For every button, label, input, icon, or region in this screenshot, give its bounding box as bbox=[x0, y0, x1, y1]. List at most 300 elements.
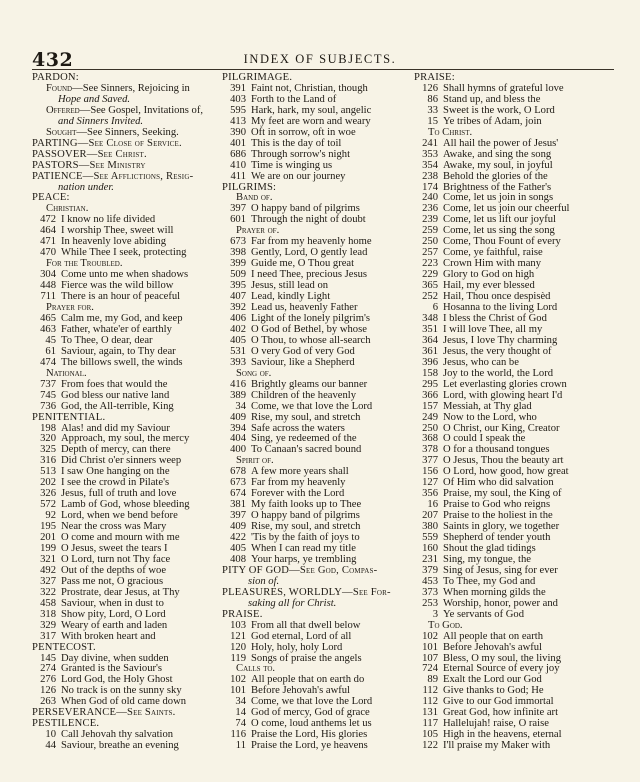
first-line: Come, let us lift our joyful bbox=[443, 214, 556, 226]
hymn-number: 470 bbox=[40, 247, 56, 259]
subject-heading: PERSEVERANCE—See Saints. bbox=[32, 707, 176, 719]
first-line: Rise, my soul, and stretch bbox=[251, 521, 361, 533]
hymn-number: 33 bbox=[427, 104, 438, 116]
hymn-number: 259 bbox=[422, 225, 438, 237]
index-column-3 bbox=[414, 73, 614, 752]
first-line: When morning gilds the bbox=[443, 586, 546, 598]
first-line: I need Thee, precious Jesus bbox=[251, 269, 368, 281]
subject-subheading: National. bbox=[46, 367, 87, 379]
first-line: Far from my heavenly bbox=[251, 477, 346, 489]
first-line: O Thou, to whose all-search bbox=[251, 334, 371, 346]
first-line: Oft in sorrow, oft in woe bbox=[251, 126, 356, 138]
hymn-number: 736 bbox=[40, 400, 56, 412]
first-line: Come unto me when shadows bbox=[61, 269, 189, 281]
hymn-number: 366 bbox=[422, 389, 438, 401]
hymn-number: 422 bbox=[230, 532, 246, 544]
hymn-number: 390 bbox=[230, 126, 246, 138]
first-line: O Lord, how good, how great bbox=[443, 466, 569, 478]
subject-heading: PARTING—See Close of Service. bbox=[32, 137, 182, 149]
first-line: A few more years shall bbox=[251, 466, 349, 478]
first-line: Saints in glory, we together bbox=[443, 521, 560, 533]
first-line: God eternal, Lord of all bbox=[251, 630, 352, 642]
hymn-number: 413 bbox=[230, 115, 246, 127]
hymn-number: 410 bbox=[230, 159, 246, 171]
hymn-number: 397 bbox=[230, 203, 246, 215]
first-line: Come, let us join our cheerful bbox=[443, 203, 570, 215]
first-line: In heavenly love abiding bbox=[61, 236, 167, 248]
first-line: Bless, O my soul, the living bbox=[443, 652, 562, 664]
hymn-number: 250 bbox=[422, 236, 438, 248]
hymn-number: 202 bbox=[40, 477, 56, 489]
hymn-number: 86 bbox=[427, 93, 438, 105]
hymn-number: 471 bbox=[40, 236, 56, 248]
hymn-number: 378 bbox=[422, 444, 438, 456]
hymn-number: 397 bbox=[230, 510, 246, 522]
hymn-number: 322 bbox=[40, 586, 56, 598]
first-line: Show pity, Lord, O Lord bbox=[61, 608, 166, 620]
first-line: Forth to the Land of bbox=[251, 93, 337, 105]
first-line: O for a thousand tongues bbox=[443, 444, 550, 456]
first-line: To Thee, my God and bbox=[443, 575, 536, 587]
hymn-number: 448 bbox=[40, 280, 56, 292]
first-line: Great God, how infinite art bbox=[443, 707, 559, 719]
first-line: My feet are worn and weary bbox=[251, 115, 371, 127]
continuation-line: nation under. bbox=[58, 181, 114, 193]
hymn-number: 411 bbox=[230, 170, 246, 182]
hymn-number: 207 bbox=[422, 510, 438, 522]
index-entry bbox=[414, 610, 614, 621]
first-line: Saviour, breathe an evening bbox=[61, 740, 179, 752]
subject-heading: PASTORS—See Ministry bbox=[32, 159, 146, 171]
first-line: Awake, my soul, in joyful bbox=[443, 159, 553, 171]
reference-text: —See Sinners, Seeking. bbox=[76, 126, 179, 138]
hymn-number: 405 bbox=[230, 542, 246, 554]
index-entry bbox=[32, 402, 222, 413]
hymn-number: 404 bbox=[230, 433, 246, 445]
first-line: O very God of very God bbox=[251, 345, 355, 357]
hymn-number: 11 bbox=[235, 740, 246, 752]
first-line: Your harps, ye trembling bbox=[251, 553, 357, 565]
first-line: Rise, my soul, and stretch bbox=[251, 411, 361, 423]
hymn-number: 389 bbox=[230, 389, 246, 401]
page-title: INDEX OF SUBJECTS. bbox=[243, 52, 397, 66]
hymn-number: 199 bbox=[40, 542, 56, 554]
hymn-number: 44 bbox=[45, 740, 56, 752]
first-line: Of Him who did salvation bbox=[443, 477, 554, 489]
first-line: Hosanna to the living Lord bbox=[443, 302, 558, 314]
first-line: Before Jehovah's awful bbox=[443, 641, 542, 653]
continuation-line: saking all for Christ. bbox=[248, 597, 337, 609]
hymn-number: 321 bbox=[40, 553, 56, 565]
hymn-number: 407 bbox=[230, 291, 246, 303]
hymn-number: 238 bbox=[422, 170, 438, 182]
first-line: Approach, my soul, the mercy bbox=[61, 433, 190, 445]
first-line: Jesus, who can be bbox=[443, 356, 519, 368]
first-line: Lead, kindly Light bbox=[251, 291, 331, 303]
first-line: O God of Bethel, by whose bbox=[251, 323, 367, 335]
reference-label: Sought bbox=[46, 126, 77, 138]
reference-label: Offered bbox=[46, 104, 80, 116]
hymn-number: 401 bbox=[230, 137, 246, 149]
first-line: With broken heart and bbox=[61, 630, 156, 642]
hymn-number: 396 bbox=[422, 356, 438, 368]
first-line: Crown Him with many bbox=[443, 258, 541, 270]
first-line: Come, let us sing the song bbox=[443, 225, 555, 237]
first-line: Come, we that love the Lord bbox=[251, 400, 373, 412]
hymn-number: 492 bbox=[40, 564, 56, 576]
hymn-number: 112 bbox=[422, 685, 438, 697]
subject-heading: PASSOVER—See Christ. bbox=[32, 148, 147, 160]
hymn-number: 724 bbox=[422, 663, 438, 675]
hymn-number: 673 bbox=[230, 477, 246, 489]
first-line: Saviour, like a Shepherd bbox=[251, 356, 355, 368]
continuation-line: Hope and Saved. bbox=[58, 93, 131, 105]
hymn-number: 316 bbox=[40, 455, 56, 467]
first-line: O could I speak the bbox=[443, 433, 526, 445]
hymn-number: 416 bbox=[230, 378, 246, 390]
hymn-number: 379 bbox=[422, 564, 438, 576]
subject-subheading: Band of. bbox=[236, 192, 273, 204]
subject-heading: PITY OF GOD—See God, Compas- bbox=[222, 564, 378, 576]
hymn-number: 406 bbox=[230, 312, 246, 324]
hymn-number: 453 bbox=[422, 575, 438, 587]
hymn-number: 400 bbox=[230, 444, 246, 456]
first-line: Give to our God immortal bbox=[443, 696, 554, 708]
hymn-number: 101 bbox=[230, 685, 246, 697]
first-line: O happy band of pilgrims bbox=[251, 510, 360, 522]
hymn-number: 745 bbox=[40, 389, 56, 401]
first-line: Worship, honor, power and bbox=[443, 597, 558, 609]
hymn-number: 117 bbox=[422, 718, 438, 730]
reference-text: —See Gospel, Invitations of, bbox=[79, 104, 204, 116]
hymn-number: 276 bbox=[40, 674, 56, 686]
hymn-number: 673 bbox=[230, 236, 246, 248]
first-line: Behold the glories of the bbox=[443, 170, 548, 182]
hymn-number: 402 bbox=[230, 323, 246, 335]
hymn-number: 102 bbox=[230, 674, 246, 686]
hymn-number: 101 bbox=[422, 641, 438, 653]
first-line: Ye servants of God bbox=[443, 608, 525, 620]
hymn-number: 509 bbox=[230, 269, 246, 281]
first-line: Sing of Jesus, sing for ever bbox=[443, 564, 558, 576]
hymn-number: 320 bbox=[40, 433, 56, 445]
index-entry bbox=[32, 741, 222, 752]
hymn-number: 157 bbox=[422, 400, 438, 412]
subject-subheading: Prayer for. bbox=[46, 302, 94, 314]
first-line: Day divine, when sudden bbox=[61, 652, 169, 664]
hymn-number: 116 bbox=[230, 729, 246, 741]
first-line: Saviour, when in dust to bbox=[61, 597, 164, 609]
hymn-number: 326 bbox=[40, 488, 56, 500]
subject-heading: PILGRIMAGE. bbox=[222, 72, 293, 83]
hymn-number: 531 bbox=[230, 345, 246, 357]
hymn-number: 686 bbox=[230, 148, 246, 160]
first-line: I'll praise my Maker with bbox=[443, 740, 551, 752]
first-line: When I can read my title bbox=[251, 542, 357, 554]
first-line: Holy, holy, holy Lord bbox=[251, 641, 343, 653]
hymn-number: 257 bbox=[422, 247, 438, 259]
hymn-number: 92 bbox=[45, 510, 56, 522]
index-entry bbox=[222, 172, 414, 183]
first-line: Shout the glad tidings bbox=[443, 542, 536, 554]
hymn-number: 156 bbox=[422, 466, 438, 478]
hymn-number: 127 bbox=[422, 477, 438, 489]
subject-heading: PENITENTIAL. bbox=[32, 411, 106, 423]
first-line: Come, we that love the Lord bbox=[251, 696, 373, 708]
first-line: Lamb of God, whose bleeding bbox=[61, 499, 190, 511]
hymn-number: 381 bbox=[230, 499, 246, 511]
subject-subheading: Spirit of. bbox=[236, 455, 274, 467]
index-entry bbox=[222, 741, 414, 752]
subject-heading: PESTILENCE. bbox=[32, 718, 100, 730]
first-line: Lead us, heavenly Father bbox=[251, 302, 358, 314]
subject-heading: PEACE: bbox=[32, 192, 70, 204]
hymn-number: 354 bbox=[422, 159, 438, 171]
hymn-number: 15 bbox=[427, 115, 438, 127]
first-line: 'Tis by the faith of joys to bbox=[251, 532, 360, 544]
hymn-number: 465 bbox=[40, 312, 56, 324]
first-line: O Lord, turn not Thy face bbox=[61, 553, 171, 565]
hymn-number: 394 bbox=[230, 422, 246, 434]
hymn-number: 102 bbox=[422, 630, 438, 642]
hymn-number: 145 bbox=[40, 652, 56, 664]
first-line: O happy band of pilgrims bbox=[251, 203, 360, 215]
first-line: Shepherd of tender youth bbox=[443, 532, 551, 544]
hymn-number: 711 bbox=[40, 291, 56, 303]
hymn-number: 274 bbox=[40, 663, 56, 675]
first-line: Brightly gleams our banner bbox=[251, 378, 368, 390]
first-line: Eternal Source of every joy bbox=[443, 663, 560, 675]
hymn-number: 103 bbox=[230, 619, 246, 631]
first-line: Hark, hark, my soul, angelic bbox=[251, 104, 372, 116]
hymn-number: 16 bbox=[427, 499, 438, 511]
hymn-number: 45 bbox=[45, 334, 56, 346]
first-line: Through the night of doubt bbox=[251, 214, 366, 226]
hymn-number: 595 bbox=[230, 104, 246, 116]
reference-text: —See Sinners, Rejoicing in bbox=[72, 82, 190, 94]
first-line: Praise, my soul, the King of bbox=[443, 488, 562, 500]
hymn-number: 353 bbox=[422, 148, 438, 160]
index-column-1 bbox=[32, 73, 222, 752]
first-line: We are on our journey bbox=[251, 170, 346, 182]
first-line: To Thee, O dear, dear bbox=[61, 334, 153, 346]
first-line: Praise to God who reigns bbox=[443, 499, 551, 511]
first-line: I will love Thee, all my bbox=[443, 323, 543, 335]
first-line: Children of the heavenly bbox=[251, 389, 357, 401]
subject-heading: PILGRIMS: bbox=[222, 181, 277, 193]
hymn-number: 399 bbox=[230, 258, 246, 270]
hymn-number: 409 bbox=[230, 521, 246, 533]
first-line: Gently, Lord, O gently lead bbox=[251, 247, 368, 259]
first-line: From foes that would the bbox=[61, 378, 168, 390]
hymn-number: 195 bbox=[40, 521, 56, 533]
hymn-number: 405 bbox=[230, 334, 246, 346]
hymn-number: 317 bbox=[40, 630, 56, 642]
hymn-number: 122 bbox=[422, 740, 438, 752]
hymn-number: 601 bbox=[230, 214, 246, 226]
first-line: I know no life divided bbox=[61, 214, 156, 226]
hymn-number: 351 bbox=[422, 323, 438, 335]
first-line: Glory to God on high bbox=[443, 269, 535, 281]
hymn-number: 131 bbox=[422, 707, 438, 719]
first-line: Time is winging us bbox=[251, 159, 333, 171]
first-line: There is an hour of peaceful bbox=[61, 291, 181, 303]
hymn-number: 403 bbox=[230, 93, 246, 105]
first-line: Sing, my tongue, the bbox=[443, 553, 531, 565]
hymn-number: 250 bbox=[422, 422, 438, 434]
first-line: Praise the Lord, ye heavens bbox=[251, 740, 368, 752]
hymn-number: 263 bbox=[40, 696, 56, 708]
first-line: Prostrate, dear Jesus, at Thy bbox=[61, 586, 180, 598]
hymn-number: 559 bbox=[422, 532, 438, 544]
subject-subheading: Calls to. bbox=[236, 663, 276, 675]
hymn-number: 327 bbox=[40, 575, 56, 587]
hymn-number: 368 bbox=[422, 433, 438, 445]
first-line: I saw One hanging on the bbox=[61, 466, 170, 478]
hymn-number: 364 bbox=[422, 334, 438, 346]
subject-subheading: To God. bbox=[428, 619, 463, 631]
first-line: High in the heavens, eternal bbox=[443, 729, 562, 741]
first-line: Lord God, the Holy Ghost bbox=[61, 674, 173, 686]
first-line: Jesus, I love Thy charming bbox=[443, 334, 558, 346]
first-line: Stand up, and bless the bbox=[443, 93, 541, 105]
first-line: Ye tribes of Adam, join bbox=[443, 115, 542, 127]
first-line: My faith looks up to Thee bbox=[251, 499, 362, 511]
hymn-number: 10 bbox=[45, 729, 56, 741]
hymn-number: 158 bbox=[422, 367, 438, 379]
hymn-number: 34 bbox=[235, 400, 246, 412]
hymn-number: 458 bbox=[40, 597, 56, 609]
first-line: Jesus, full of truth and love bbox=[61, 488, 177, 500]
first-line: Messiah, at Thy glad bbox=[443, 400, 532, 412]
first-line: Faint not, Christian, though bbox=[251, 82, 368, 94]
first-line: To Canaan's sacred bound bbox=[251, 444, 362, 456]
first-line: Shall hymns of grateful love bbox=[443, 82, 564, 94]
first-line: Praise the Lord, His glories bbox=[251, 729, 368, 741]
subject-heading: PARDON: bbox=[32, 72, 79, 83]
hymn-number: 365 bbox=[422, 280, 438, 292]
first-line: Give thanks to God; He bbox=[443, 685, 544, 697]
first-line: Call Jehovah thy salvation bbox=[61, 729, 174, 741]
first-line: When God of old came down bbox=[61, 696, 187, 708]
hymn-number: 240 bbox=[422, 192, 438, 204]
hymn-number: 395 bbox=[230, 280, 246, 292]
first-line: Exalt the Lord our God bbox=[443, 674, 542, 686]
hymn-number: 61 bbox=[45, 345, 56, 357]
first-line: All people that on earth bbox=[443, 630, 544, 642]
first-line: Hail, my ever blessed bbox=[443, 280, 535, 292]
subject-subheading: Song of. bbox=[236, 367, 272, 379]
hymn-number: 253 bbox=[422, 597, 438, 609]
hymn-number: 34 bbox=[235, 696, 246, 708]
hymn-number: 674 bbox=[230, 488, 246, 500]
hymn-number: 249 bbox=[422, 411, 438, 423]
hymn-number: 392 bbox=[230, 302, 246, 314]
reference-label: Found bbox=[46, 82, 73, 94]
first-line: This is the day of toil bbox=[251, 137, 342, 149]
first-line: Sing, ye redeemed of the bbox=[251, 433, 357, 445]
hymn-number: 236 bbox=[422, 203, 438, 215]
first-line: I see the crowd in Pilate's bbox=[61, 477, 170, 489]
hymn-number: 89 bbox=[427, 674, 438, 686]
hymn-number: 472 bbox=[40, 214, 56, 226]
hymn-number: 391 bbox=[230, 82, 246, 94]
first-line: O come, loud anthems let us bbox=[251, 718, 372, 730]
hymn-number: 231 bbox=[422, 553, 438, 565]
hymn-number: 119 bbox=[230, 652, 246, 664]
page-number: 432 bbox=[32, 49, 74, 71]
hymn-number: 223 bbox=[422, 258, 438, 270]
hymn-number: 112 bbox=[422, 696, 438, 708]
first-line: Let everlasting glories crown bbox=[443, 378, 567, 390]
subject-heading: PRAISE. bbox=[222, 608, 263, 620]
first-line: Forever with the Lord bbox=[251, 488, 345, 500]
hymn-number: 329 bbox=[40, 619, 56, 631]
hymn-number: 464 bbox=[40, 225, 56, 237]
hymn-number: 241 bbox=[422, 137, 438, 149]
hymn-number: 252 bbox=[422, 291, 438, 303]
hymn-number: 6 bbox=[432, 302, 438, 314]
hymn-number: 74 bbox=[235, 718, 246, 730]
hymn-number: 463 bbox=[40, 323, 56, 335]
hymn-number: 348 bbox=[422, 312, 438, 324]
index-entry bbox=[414, 741, 614, 752]
first-line: Near the cross was Mary bbox=[61, 521, 167, 533]
first-line: Hail, Thou once despisèd bbox=[443, 291, 551, 303]
first-line: Out of the depths of woe bbox=[61, 564, 167, 576]
first-line: Brightness of the Father's bbox=[443, 181, 552, 193]
hymn-number: 120 bbox=[230, 641, 246, 653]
hymn-number: 174 bbox=[422, 181, 438, 193]
hymn-number: 377 bbox=[422, 455, 438, 467]
first-line: Light of the lonely pilgrim's bbox=[251, 312, 371, 324]
hymn-number: 3 bbox=[432, 608, 438, 620]
first-line: O Christ, our King, Creator bbox=[443, 422, 560, 434]
hymn-number: 304 bbox=[40, 269, 56, 281]
subject-heading: PENTECOST. bbox=[32, 641, 96, 653]
hymn-number: 474 bbox=[40, 356, 56, 368]
hymn-number: 380 bbox=[422, 521, 438, 533]
first-line: Sweet is the work, O Lord bbox=[443, 104, 555, 116]
first-line: Jesus, still lead on bbox=[251, 280, 329, 292]
first-line: God bless our native land bbox=[61, 389, 170, 401]
hymn-number: 14 bbox=[235, 707, 246, 719]
first-line: Come, let us join in songs bbox=[443, 192, 554, 204]
first-line: Guide me, O Thou great bbox=[251, 258, 355, 270]
first-line: Alas! and did my Saviour bbox=[61, 422, 170, 434]
first-line: Granted is the Saviour's bbox=[61, 663, 163, 675]
subject-heading: PLEASURES, WORLDLY—See For- bbox=[222, 586, 391, 598]
first-line: I bless the Christ of God bbox=[443, 312, 547, 324]
hymn-number: 201 bbox=[40, 532, 56, 544]
hymn-number: 513 bbox=[40, 466, 56, 478]
first-line: Songs of praise the angels bbox=[251, 652, 362, 664]
first-line: Lord, with glowing heart I'd bbox=[443, 389, 563, 401]
hymn-number: 361 bbox=[422, 345, 438, 357]
subject-subheading: Prayer of. bbox=[236, 225, 280, 237]
first-line: Depth of mercy, can there bbox=[61, 444, 171, 456]
first-line: All hail the power of Jesus' bbox=[443, 137, 559, 149]
first-line: Far from my heavenly home bbox=[251, 236, 372, 248]
first-line: From all that dwell below bbox=[251, 619, 361, 631]
first-line: Now to the Lord, who bbox=[443, 411, 537, 423]
hymn-number: 318 bbox=[40, 608, 56, 620]
first-line: Pass me not, O gracious bbox=[61, 575, 164, 587]
subject-heading: PATIENCE—See Afflictions, Resig- bbox=[32, 170, 194, 182]
hymn-number: 373 bbox=[422, 586, 438, 598]
hymn-number: 107 bbox=[422, 652, 438, 664]
subject-heading: PRAISE: bbox=[414, 72, 455, 83]
